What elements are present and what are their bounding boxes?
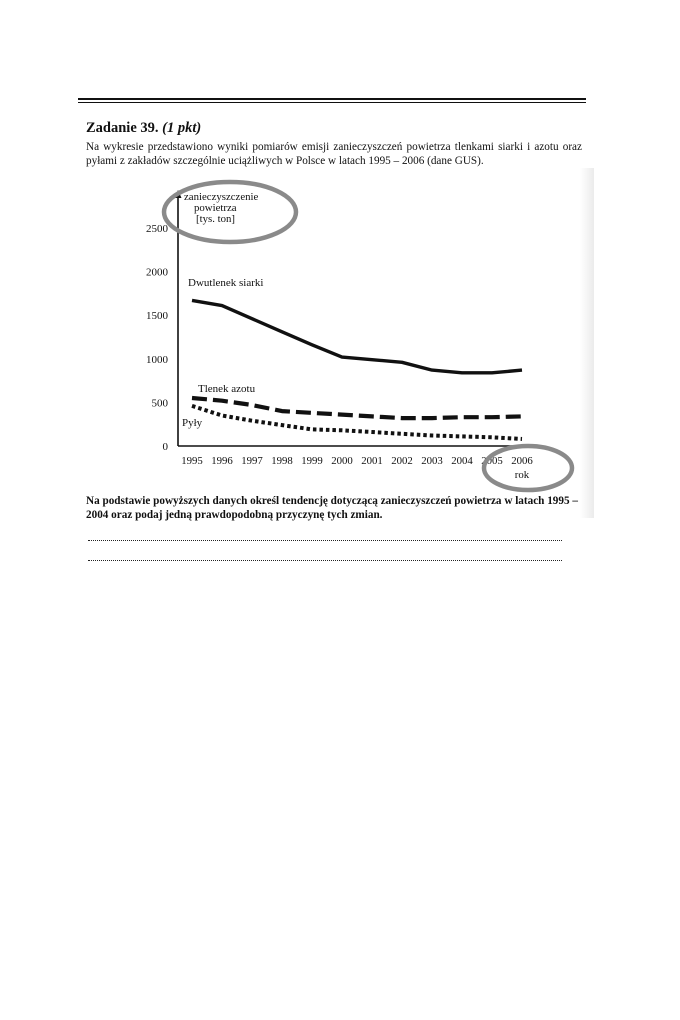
x-tick-label: 2001 [361, 455, 383, 467]
x-tick-label: 2004 [451, 455, 473, 467]
series-line-1 [192, 300, 522, 372]
series-label-2: Tlenek azotu [198, 383, 256, 395]
task-points: (1 pkt) [162, 120, 202, 136]
x-tick-label: 2005 [481, 455, 503, 467]
y-axis-label-line-1: zanieczyszczenie [184, 191, 259, 203]
scan-edge-shadow [580, 168, 594, 518]
x-tick-label: 2006 [511, 455, 533, 467]
y-tick-label: 0 [162, 441, 168, 453]
task-number: Zadanie 39. [86, 120, 159, 136]
y-tick-label: 2500 [146, 223, 168, 235]
x-tick-label: 1995 [181, 455, 203, 467]
series-line-3 [192, 406, 522, 439]
y-axis-label-line-3: [tys. ton] [196, 213, 235, 225]
scanned-page [70, 88, 590, 580]
x-tick-label: 1996 [211, 455, 233, 467]
x-tick-label: 2003 [421, 455, 443, 467]
x-tick-label: 2002 [391, 455, 413, 467]
y-tick-label: 1500 [146, 310, 168, 323]
x-tick-label: 1998 [271, 455, 293, 467]
answer-line-2[interactable] [88, 560, 562, 561]
series-line-2 [192, 398, 522, 418]
series-label-3: Pyły [182, 417, 203, 429]
y-tick-label: 1000 [146, 353, 168, 366]
x-axis-label: rok [514, 469, 530, 481]
series-label-1: Dwutlenek siarki [188, 277, 264, 289]
answer-line-1[interactable] [88, 540, 562, 541]
x-tick-label: 1999 [301, 455, 323, 467]
y-tick-label: 2000 [146, 266, 168, 279]
y-axis-label-line-2: powietrza [194, 202, 237, 214]
y-tick-label: 500 [151, 397, 168, 410]
highlight-ellipse-x-label [484, 446, 572, 490]
emission-chart [70, 88, 590, 488]
task-question: Na podstawie powyższych danych określ tendencję dotyczącą zanieczyszczeń powietrza w latach 1995 – 2004 oraz podaj jedną prawdopodobną przyczynę tych zmian. [86, 495, 578, 521]
x-tick-label: 1997 [241, 455, 263, 467]
task-intro: Na wykresie przedstawiono wyniki pomiarów emisji zanieczyszczeń powietrza tlenkami siarki i azotu oraz pyłami z zakładów szczególnie uciążliwych w Polsce w latach 1995 – 2006 (dane GUS). [86, 141, 582, 167]
x-tick-label: 2000 [331, 455, 353, 467]
